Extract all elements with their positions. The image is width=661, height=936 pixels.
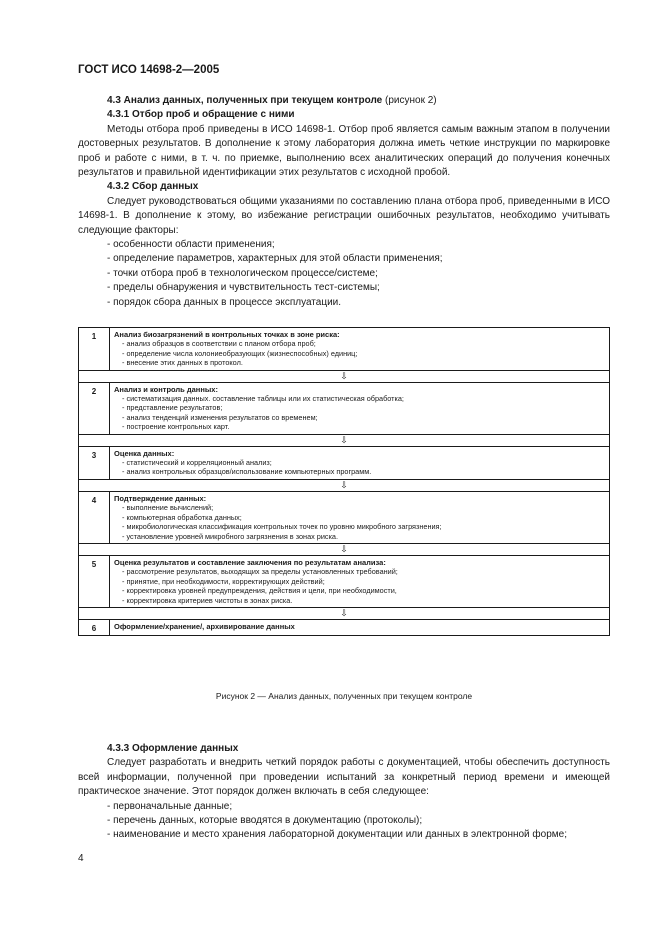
section-4-3-2-heading: 4.3.2 Сбор данных: [107, 181, 199, 193]
step-number: 4: [79, 491, 110, 543]
step-item: - установление уровней микробного загрязнения в зонах риска.: [122, 531, 339, 541]
step-2-row: [79, 382, 610, 434]
step-item: - микробиологическая классификация контрольных точек по уровню микробного загрязнения;: [122, 522, 442, 532]
down-arrow-icon: ⇩: [79, 607, 610, 619]
step-item: - внесение этих данных в протокол.: [122, 358, 243, 368]
step-number: 1: [79, 328, 110, 371]
factor-item: - особенности области применения;: [107, 239, 275, 251]
step-4-row: [79, 491, 610, 543]
figure-2-flowchart: [78, 327, 610, 636]
down-arrow-icon: ⇩: [79, 543, 610, 555]
step-title: Подтверждение данных:: [114, 493, 207, 503]
upper-text-block: [78, 94, 610, 310]
requirement-item: - первоначальные данные;: [107, 800, 233, 812]
section-4-3-heading: [78, 94, 610, 108]
step-item: - корректировка уровней предупреждения, действия и цели, при необходимости,: [122, 586, 397, 596]
lower-text-block: [78, 742, 610, 843]
page-number: 4: [78, 853, 84, 864]
step-number: 2: [79, 382, 110, 434]
section-4-3-figure-ref: (рисунок 2): [382, 95, 437, 106]
step-title: Оформление/хранение/, архивирование данных: [114, 621, 295, 631]
section-4-3-3-heading: 4.3.3 Оформление данных: [107, 743, 239, 754]
step-item: - статистический и корреляционный анализ;: [122, 458, 272, 468]
step-number: 6: [79, 619, 110, 635]
step-item: - систематизация данных. составление таблицы или их статистическая обработка;: [122, 394, 404, 404]
step-item: - компьютерная обработка данных;: [122, 512, 242, 522]
factor-item: - определение параметров, характерных для этой области применения;: [107, 253, 443, 265]
factor-item: - пределы обнаружения и чувствительность тест-системы;: [107, 282, 380, 294]
step-title: Анализ и контроль данных:: [114, 384, 218, 394]
step-item: - определение числа колониеобразующих (жизнеспособных) единиц;: [122, 348, 358, 358]
step-content: [110, 619, 610, 635]
requirement-item: - наименование и место хранения лабораторной документации или данных в электронной форме;: [107, 829, 567, 841]
step-title: Оценка данных:: [114, 448, 175, 458]
section-4-3-1-paragraph: Методы отбора проб приведены в ИСО 14698-1. Отбор проб является самым важным этапом в получении достоверных результатов. В дополнение к этому лаборатория должна иметь четкие инструкции по маркировке проб и работе с ними, в т. ч. по приемке, выполнению всех аналитических операций до получения конечных результатов и правильной идентификации этих результатов с исходной пробой.: [78, 123, 610, 179]
step-3-row: [79, 446, 610, 479]
section-4-3-1-heading: 4.3.1 Отбор проб и обращение с ними: [107, 109, 295, 121]
step-item: - анализ контрольных образцов/использование компьютерных программ.: [122, 467, 372, 477]
down-arrow-icon: ⇩: [79, 434, 610, 446]
step-content: [110, 328, 610, 371]
step-item: - принятие, при необходимости, корректирующих действий;: [122, 576, 325, 586]
step-item: - построение контрольных карт.: [122, 422, 230, 432]
step-item: - анализ образцов в соответствии с планом отбора проб;: [122, 339, 316, 349]
step-item: - корректировка критериев чистоты в зонах риска.: [122, 595, 293, 605]
requirement-item: - перечень данных, которые вводятся в документацию (протоколы);: [107, 815, 423, 827]
step-content: [110, 382, 610, 434]
step-item: - выполнение вычислений;: [122, 503, 214, 513]
down-arrow-icon: ⇩: [79, 370, 610, 382]
step-content: [110, 446, 610, 479]
step-content: [110, 555, 610, 607]
factor-item: - точки отбора проб в технологическом процессе/системе;: [107, 267, 378, 279]
step-item: - анализ тенденций изменения результатов со временем;: [122, 412, 318, 422]
step-item: - рассмотрение результатов, выходящих за пределы установленных требований;: [122, 567, 398, 577]
step-number: 3: [79, 446, 110, 479]
step-5-row: [79, 555, 610, 607]
section-4-3-3-paragraph: Следует разработать и внедрить четкий порядок работы с документацией, чтобы обеспечить доступность всей информации, полученной при проведении испытаний за конкретный период времени и имеющей практическое значение. Этот порядок должен включать в себя следующее:: [78, 757, 610, 798]
step-content: [110, 491, 610, 543]
down-arrow-icon: ⇩: [79, 479, 610, 491]
section-4-3-2-paragraph: Следует руководствоваться общими указаниями по составлению плана отбора проб, приведенными в ИСО 14698-1. В дополнение к этому, во избежание регистрации ошибочных результатов, необходимо учитывать следующие факторы:: [78, 195, 610, 236]
step-6-row: [79, 619, 610, 635]
step-title: Оценка результатов и составление заключения по результатам анализа:: [114, 557, 386, 567]
step-title: Анализ биозагрязнений в контрольных точках в зоне риска:: [114, 330, 340, 339]
step-number: 5: [79, 555, 110, 607]
factor-item: - порядок сбора данных в процессе эксплуатации.: [107, 296, 342, 308]
step-1-row: [79, 328, 610, 371]
step-item: - представление результатов;: [122, 403, 223, 413]
figure-caption: Рисунок 2 — Анализ данных, полученных при текущем контроле: [215, 691, 473, 701]
section-4-3-title: 4.3 Анализ данных, полученных при текущем контроле: [107, 95, 383, 106]
document-header: ГОСТ ИСО 14698-2—2005: [78, 64, 220, 76]
